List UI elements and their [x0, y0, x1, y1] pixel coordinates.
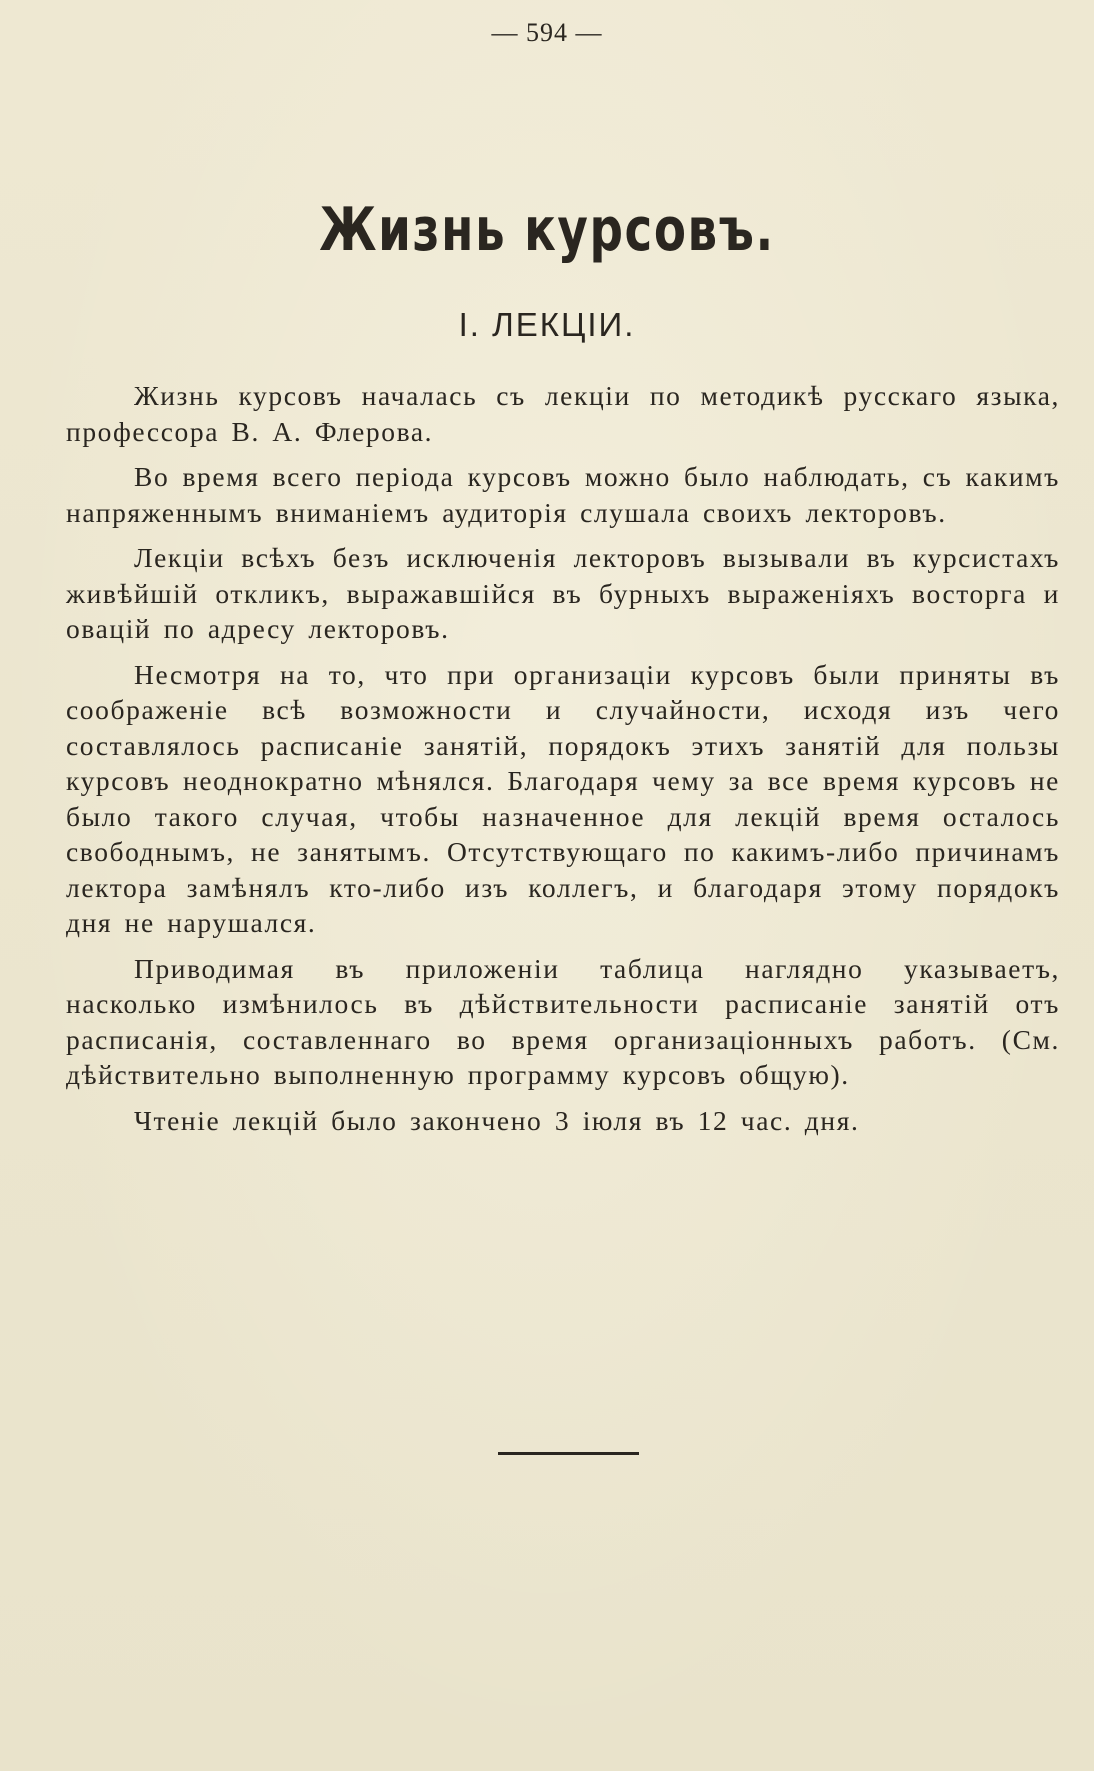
paragraph-1: Жизнь курсовъ началась съ лекцiи по методикѣ русскаго языка, профессора В. А. Флерова.: [66, 380, 1060, 447]
paragraph-5: Приводимая въ приложенiи таблица наглядно указываетъ, насколько измѣнилось въ дѣйствительности расписанiе занятiй отъ расписанiя, составленнаго во время организацiонныхъ работъ. (См. дѣйствительно выполненную программу курсовъ общую).: [66, 952, 1060, 1090]
section-heading: I. ЛЕКЦIИ.: [458, 306, 636, 343]
article-title: Жизнь курсовъ.: [319, 195, 775, 265]
paragraph-4: Несмотря на то, что при организацiи курсовъ были приняты въ соображенiе всѣ возможности и случайности, исходя изъ чего составлялось расписанiе занятiй, порядокъ этихъ занятiй для пользы курсовъ неоднократно мѣнялся. Благодаря чему за все время курсовъ не было такого случая, чтобы назначенное для лекцiй время осталось свободнымъ, не занятымъ. Отсутствующаго по какимъ-либо причинамъ лектора замѣнялъ кто-либо изъ коллегъ, и благодаря этому порядокъ дня не нарушался.: [66, 658, 1060, 938]
paragraph-2: Во время всего перiода курсовъ можно было наблюдать, съ какимъ напряженнымъ вниманiемъ аудиторiя слушала своихъ лекторовъ.: [66, 461, 1060, 528]
paragraph-3: Лекцiи всѣхъ безъ исключенiя лекторовъ вызывали въ курсистахъ живѣйшiй откликъ, выражавшiйся въ бурныхъ выраженiяхъ восторга и овацiй по адресу лекторовъ.: [66, 542, 1060, 644]
closing-rule-divider: [498, 1452, 639, 1455]
page-number: — 594 —: [491, 18, 603, 47]
article-body: [66, 378, 1060, 1148]
paragraph-6: Чтенiе лекцiй было закончено 3 iюля въ 12 час. дня.: [134, 1104, 860, 1136]
